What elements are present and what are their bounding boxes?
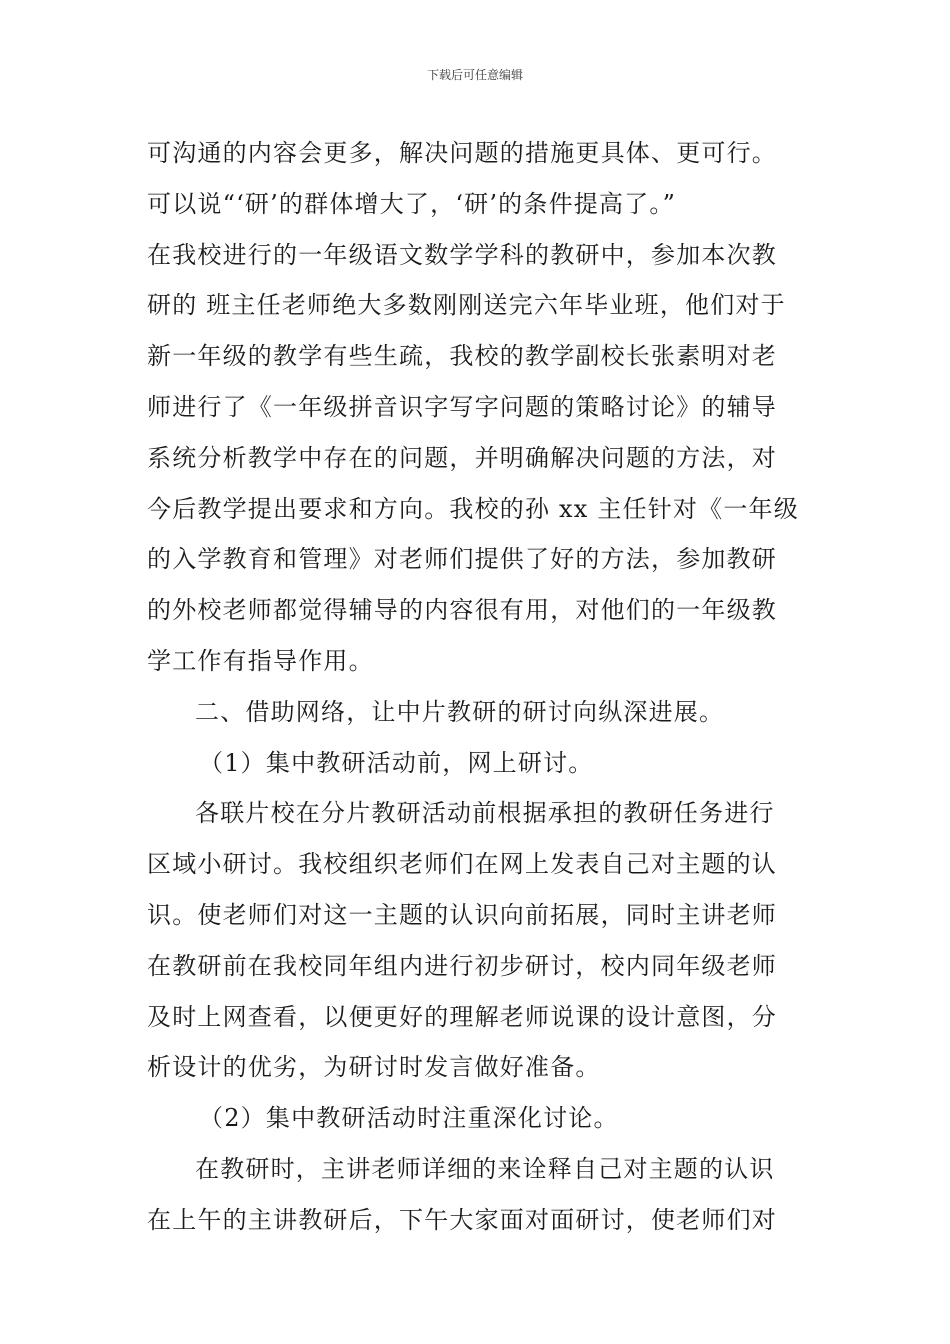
text-line: 及时上网查看，以便更好的理解老师说课的设计意图，分 [147,1002,777,1031]
document-body [147,128,807,1246]
text-line: 系统分析教学中存在的问题，并明确解决问题的方法，对 [147,443,777,472]
text-line: 识。使老师们对这一主题的认识向前拓展，同时主讲老师 [147,900,777,929]
text-line: 析设计的优劣，为研讨时发言做好准备。 [147,1053,601,1082]
text-line: 在教研前在我校同年组内进行初步研讨，校内同年级老师 [147,951,777,980]
text-line: 的外校老师都觉得辅导的内容很有用，对他们的一年级教 [147,596,777,625]
text-line: 在上午的主讲教研后，下午大家面对面研讨，使老师们对 [147,1205,777,1234]
text-line: 在教研时，主讲老师详细的来诠释自己对主题的认识 [195,1154,775,1183]
subsection-heading: （1）集中教研活动前，网上研讨。 [199,748,594,777]
text-line: 学工作有指导作用。 [147,646,374,675]
text-line: 可以说“‘研’的群体增大了，‘研’的条件提高了。” [147,189,677,218]
text-line: 师进行了《一年级拼音识字写字问题的策略讨论》的辅导 [147,392,777,421]
section-heading: 二、借助网络，让中片教研的研讨向纵深进展。 [195,697,725,726]
text-line: 的入学教育和管理》对老师们提供了好的方法，参加教研 [147,545,777,574]
subsection-heading: （2）集中教研活动时注重深化讨论。 [199,1104,619,1133]
text-line: 新一年级的教学有些生疏，我校的教学副校长张素明对老 [147,342,777,371]
text-line: 今后教学提出要求和方向。我校的孙 xx 主任针对《一年级 [147,494,799,523]
text-line: 在我校进行的一年级语文数学学科的教研中，参加本次教 [147,240,777,269]
text-line: 各联片校在分片教研活动前根据承担的教研任务进行 [195,799,775,828]
text-line: 可沟通的内容会更多，解决问题的措施更具体、更可行。 [147,139,777,167]
text-line: 研的 班主任老师绝大多数刚刚送完六年毕业班，他们对于 [147,291,786,320]
text-line: 区域小研讨。我校组织老师们在网上发表自己对主题的认 [147,850,777,879]
page-header: 下载后可任意编辑 [426,68,523,82]
